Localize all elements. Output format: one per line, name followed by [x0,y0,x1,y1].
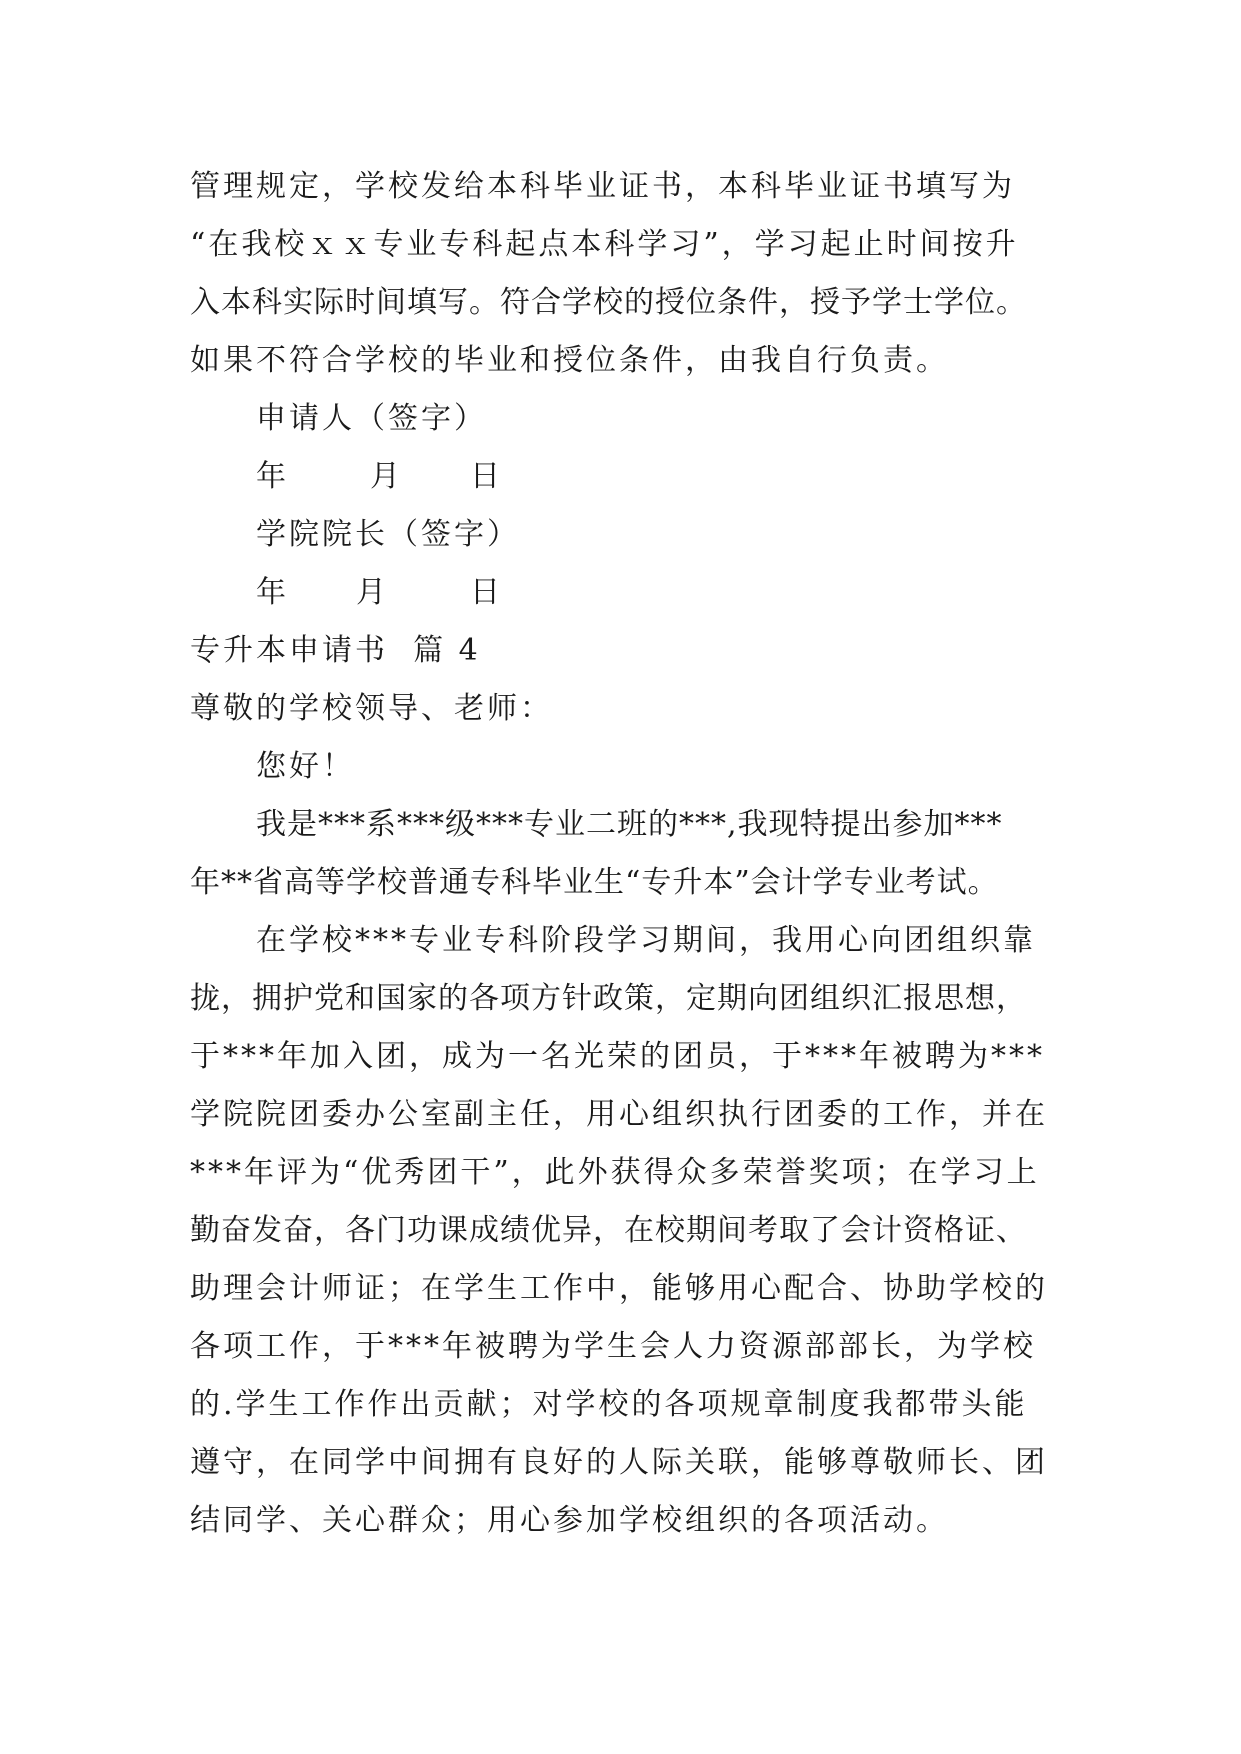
body-text-line: 各项工作，于***年被聘为学生会人力资源部部长，为学校 [190,1329,1036,1364]
body-text-line: “在我校ｘｘ专业专科起点本科学习”，学习起止时间按升 [190,227,1019,262]
body-text-line: 于***年加入团，成为一名光荣的团员，于***年被聘为*** [190,1039,1045,1074]
body-text-line: 学院院团委办公室副主任，用心组织执行团委的工作，并在 [190,1097,1048,1132]
body-text-line: 遵守，在同学中间拥有良好的人际关联，能够尊敬师长、团 [190,1445,1048,1480]
applicant-signature-label: 申请人（签字） [256,401,487,436]
body-text-line: 入本科实际时间填写。符合学校的授位条件，授予学士学位。 [190,285,1027,320]
section-title: 专升本申请书 篇 4 [190,633,481,668]
salutation: 尊敬的学校领导、老师： [190,691,553,726]
body-text-line: 在学校***专业专科阶段学习期间，我用心向团组织靠 [256,923,1036,958]
date-year-label: 年 [256,575,286,610]
body-text-line: 拢，拥护党和国家的各项方针政策，定期向团组织汇报思想， [190,981,1027,1016]
date-day-label: 日 [470,575,500,610]
date-month-label: 月 [370,459,400,494]
date-month-label: 月 [356,575,386,610]
body-text-line: 管理规定，学校发给本科毕业证书，本科毕业证书填写为 [190,169,1015,204]
body-text-line: 助理会计师证；在学生工作中，能够用心配合、协助学校的 [190,1271,1048,1306]
body-text-line: ***年评为“优秀团干”，此外获得众多荣誉奖项；在学习上 [190,1155,1040,1190]
body-text-line: 我是***系***级***专业二班的***,我现特提出参加*** [256,807,1003,842]
greeting: 您好！ [256,749,355,784]
body-text-line: 如果不符合学校的毕业和授位条件，由我自行负责。 [190,343,949,378]
date-year-label: 年 [256,459,286,494]
date-day-label: 日 [470,459,500,494]
body-text-line: 年**省高等学校普通专科毕业生“专升本”会计学专业考试。 [190,865,999,900]
dean-signature-label: 学院院长（签字） [256,517,520,552]
body-text-line: 勤奋发奋，各门功课成绩优异，在校期间考取了会计资格证、 [190,1213,1027,1248]
body-text-line: 结同学、关心群众；用心参加学校组织的各项活动。 [190,1503,949,1538]
body-text-line: 的.学生工作作出贡献；对学校的各项规章制度我都带头能 [190,1387,1028,1422]
